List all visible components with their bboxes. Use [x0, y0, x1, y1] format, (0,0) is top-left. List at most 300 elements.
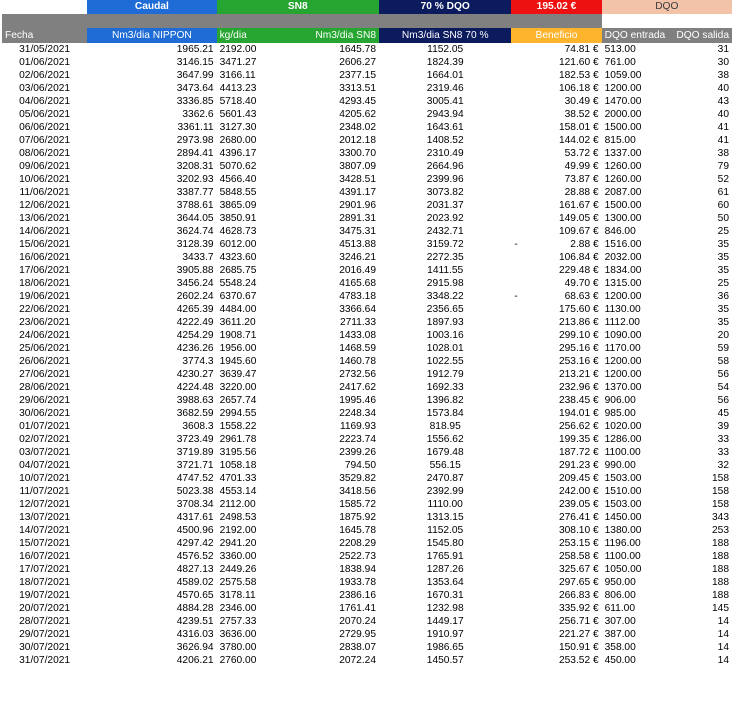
cell-dqo-salida: 14	[717, 616, 729, 627]
cell-beneficio	[511, 264, 601, 277]
cell-kg: 2346.00	[219, 603, 257, 614]
cell-dqo-salida: 158	[712, 499, 729, 510]
cell-dqo-salida: 38	[717, 70, 729, 81]
cell-nm3-sn8: 2208.29	[339, 538, 377, 549]
cell-dqo-salida: 35	[717, 304, 729, 315]
beneficio-value: 308.10 €	[558, 525, 599, 536]
table-row	[2, 95, 732, 108]
cell-dqo-salida: 158	[712, 486, 729, 497]
cell-beneficio	[511, 498, 601, 511]
spacer-header-row	[2, 14, 732, 28]
cell-fecha: 01/06/2021	[19, 57, 71, 68]
cell-fecha: 10/06/2021	[19, 174, 71, 185]
cell-beneficio	[511, 355, 601, 368]
cell-beneficio	[511, 290, 601, 303]
cell-nm3-sn8-70: 2356.65	[426, 304, 464, 315]
beneficio-value: 49.99 €	[564, 161, 599, 172]
cell-nippon: 3647.99	[176, 70, 214, 81]
cell-nm3-sn8-70: 1152.05	[427, 525, 464, 536]
cell-beneficio	[511, 407, 601, 420]
cell-beneficio	[511, 238, 601, 251]
beneficio-value: 253.16 €	[558, 356, 599, 367]
cell-beneficio	[511, 134, 601, 147]
cell-nm3-sn8-70: 1411.55	[427, 265, 464, 276]
cell-dqo-entrada: 1050.00	[604, 564, 642, 575]
cell-beneficio	[511, 212, 601, 225]
cell-beneficio	[511, 381, 601, 394]
cell-kg: 3636.00	[219, 629, 257, 640]
cell-nippon: 2894.41	[176, 148, 214, 159]
cell-nm3-sn8: 3366.64	[339, 304, 377, 315]
beneficio-value: 232.96 €	[558, 382, 599, 393]
beneficio-value: 121.60 €	[558, 57, 599, 68]
cell-nm3-sn8: 2072.24	[339, 655, 377, 666]
beneficio-value: 253.52 €	[558, 655, 599, 666]
cell-nm3-sn8: 3300.70	[339, 148, 377, 159]
cell-dqo-entrada: 815.00	[604, 135, 636, 146]
cell-nm3-sn8-70: 2399.96	[426, 174, 464, 185]
cell-beneficio	[511, 433, 601, 446]
cell-beneficio	[511, 225, 601, 238]
cell-beneficio	[511, 628, 601, 641]
cell-nippon: 3988.63	[176, 395, 214, 406]
cell-kg: 5718.40	[219, 96, 257, 107]
cell-kg: 2575.58	[219, 577, 257, 588]
table-row	[2, 420, 732, 433]
cell-nm3-sn8: 1645.78	[339, 525, 377, 536]
table-row	[2, 511, 732, 524]
beneficio-value: 291.23 €	[558, 460, 599, 471]
cell-nm3-sn8-70: 1545.80	[426, 538, 464, 549]
table-row	[2, 212, 732, 225]
beneficio-value: 187.72 €	[558, 447, 599, 458]
cell-dqo-salida: 188	[712, 590, 729, 601]
cell-nm3-sn8: 2711.33	[339, 317, 377, 328]
cell-nippon: 2973.98	[176, 135, 214, 146]
cell-dqo-entrada: 611.00	[604, 603, 636, 614]
cell-nm3-sn8: 2901.96	[339, 200, 377, 211]
cell-kg: 5070.62	[219, 161, 257, 172]
cell-dqo-salida: 39	[717, 421, 729, 432]
table-row	[2, 537, 732, 550]
beneficio-value: 239.05 €	[558, 499, 599, 510]
cell-nm3-sn8-70: 1287.26	[426, 564, 464, 575]
cell-nm3-sn8: 1933.78	[339, 577, 377, 588]
cell-kg: 2757.33	[219, 616, 257, 627]
cell-dqo-entrada: 387.00	[604, 629, 636, 640]
cell-dqo-salida: 50	[717, 213, 729, 224]
cell-dqo-salida: 38	[717, 148, 729, 159]
cell-fecha: 04/07/2021	[19, 460, 71, 471]
cell-nm3-sn8: 4513.88	[339, 239, 377, 250]
cell-dqo-salida: 60	[717, 200, 729, 211]
cell-fecha: 01/07/2021	[19, 421, 71, 432]
cell-dqo-salida: 188	[712, 564, 729, 575]
table-row	[2, 186, 732, 199]
cell-beneficio	[511, 602, 601, 615]
beneficio-value: 106.84 €	[558, 252, 599, 263]
cell-kg: 2657.74	[219, 395, 257, 406]
beneficio-value: 325.67 €	[558, 564, 599, 575]
beneficio-value: 238.45 €	[558, 395, 599, 406]
cell-nippon: 3708.34	[176, 499, 214, 510]
cell-nm3-sn8-70: 1670.31	[426, 590, 464, 601]
cell-nm3-sn8: 2386.16	[339, 590, 377, 601]
cell-fecha: 22/06/2021	[19, 304, 71, 315]
cell-dqo-entrada: 761.00	[604, 57, 636, 68]
cell-dqo-salida: 35	[717, 252, 729, 263]
cell-dqo-entrada: 1300.00	[604, 213, 642, 224]
cell-nippon: 4297.42	[176, 538, 214, 549]
table-row	[2, 316, 732, 329]
cell-dqo-salida: 45	[717, 408, 729, 419]
cell-dqo-salida: 43	[717, 96, 729, 107]
cell-nm3-sn8: 2248.34	[339, 408, 377, 419]
table-row	[2, 134, 732, 147]
cell-dqo-salida: 33	[717, 434, 729, 445]
cell-nm3-sn8-70: 1396.82	[426, 395, 464, 406]
table-row	[2, 628, 732, 641]
cell-dqo-salida: 41	[717, 122, 729, 133]
table-row	[2, 485, 732, 498]
beneficio-value: 229.48 €	[558, 265, 599, 276]
table-row	[2, 615, 732, 628]
beneficio-value: 299.10 €	[558, 330, 599, 341]
beneficio-value: 68.63 €	[564, 291, 599, 302]
cell-dqo-entrada: 1200.00	[604, 291, 642, 302]
table-row	[2, 394, 732, 407]
beneficio-value: 242.00 €	[558, 486, 599, 497]
cell-nippon: 4827.13	[176, 564, 214, 575]
cell-fecha: 04/06/2021	[19, 96, 71, 107]
cell-nm3-sn8-70: 1313.15	[426, 512, 464, 523]
cell-dqo-entrada: 1470.00	[604, 96, 642, 107]
cell-dqo-salida: 31	[717, 44, 729, 55]
cell-kg: 2680.00	[219, 135, 257, 146]
cell-nm3-sn8-70: 2470.87	[426, 473, 464, 484]
col-dqo-salida: DQO salida	[666, 28, 732, 43]
cell-nippon: 4222.49	[176, 317, 214, 328]
cell-nm3-sn8-70: 2310.49	[426, 148, 464, 159]
cell-nm3-sn8-70: 556.15	[429, 460, 461, 471]
beneficio-value: 266.83 €	[558, 590, 599, 601]
cell-fecha: 14/07/2021	[19, 525, 71, 536]
table-row	[2, 173, 732, 186]
cell-nippon: 3723.49	[176, 434, 214, 445]
cell-beneficio	[511, 56, 601, 69]
beneficio-value: 74.81 €	[564, 44, 599, 55]
beneficio-value: 295.16 €	[558, 343, 599, 354]
table-row	[2, 238, 732, 251]
table-row	[2, 407, 732, 420]
cell-dqo-salida: 188	[712, 577, 729, 588]
table-row	[2, 225, 732, 238]
col-nippon: Nm3/dia NIPPON	[87, 28, 216, 43]
cell-kg: 6370.67	[219, 291, 257, 302]
cell-nm3-sn8: 2838.07	[339, 642, 377, 653]
cell-nm3-sn8: 3529.82	[339, 473, 377, 484]
cell-nm3-sn8-70: 2432.71	[426, 226, 464, 237]
cell-dqo-entrada: 1500.00	[604, 200, 642, 211]
cell-fecha: 28/06/2021	[19, 382, 71, 393]
table-row	[2, 459, 732, 472]
cell-nm3-sn8-70: 1022.55	[426, 356, 464, 367]
cell-kg: 2760.00	[219, 655, 257, 666]
cell-nippon: 3624.74	[176, 226, 214, 237]
cell-nippon: 3208.31	[176, 161, 214, 172]
cell-kg: 3611.20	[219, 317, 256, 328]
cell-dqo-entrada: 1200.00	[604, 369, 642, 380]
cell-kg: 2192.00	[219, 44, 257, 55]
cell-nm3-sn8: 3313.51	[339, 83, 377, 94]
cell-beneficio	[511, 303, 601, 316]
cell-kg: 5548.24	[219, 278, 257, 289]
cell-nippon: 1965.21	[176, 44, 214, 55]
cell-fecha: 18/07/2021	[19, 577, 71, 588]
cell-nippon: 4206.21	[176, 655, 214, 666]
cell-fecha: 26/06/2021	[19, 356, 71, 367]
cell-dqo-entrada: 1200.00	[604, 356, 642, 367]
cell-dqo-salida: 188	[712, 538, 729, 549]
group-header-row	[2, 0, 732, 14]
cell-kg: 4701.33	[219, 473, 257, 484]
cell-nm3-sn8: 2012.18	[339, 135, 377, 146]
cell-dqo-salida: 35	[717, 239, 729, 250]
cell-dqo-salida: 35	[717, 265, 729, 276]
group-caudal: Caudal	[87, 0, 216, 14]
cell-nippon: 3788.61	[176, 200, 214, 211]
cell-dqo-entrada: 1380.00	[604, 525, 642, 536]
cell-nippon: 3361.11	[177, 122, 214, 133]
cell-kg: 5601.43	[219, 109, 257, 120]
col-dqo-entrada: DQO entrada	[602, 28, 666, 43]
cell-beneficio	[511, 446, 601, 459]
table-row	[2, 654, 732, 667]
cell-beneficio	[511, 615, 601, 628]
cell-dqo-entrada: 1286.00	[604, 434, 642, 445]
cell-dqo-salida: 59	[717, 343, 729, 354]
cell-fecha: 19/07/2021	[19, 590, 71, 601]
beneficio-value: 2.88 €	[570, 239, 599, 250]
group-dqo70: 70 % DQO	[379, 0, 511, 14]
cell-kg: 3780.00	[219, 642, 257, 653]
cell-dqo-entrada: 1337.00	[604, 148, 642, 159]
col-kg: kg/dia	[217, 28, 298, 43]
cell-nm3-sn8: 1875.92	[339, 512, 377, 523]
cell-dqo-entrada: 307.00	[604, 616, 636, 627]
cell-fecha: 23/06/2021	[19, 317, 71, 328]
table-row	[2, 589, 732, 602]
cell-dqo-entrada: 846.00	[604, 226, 636, 237]
cell-dqo-entrada: 1510.00	[604, 486, 642, 497]
cell-nm3-sn8-70: 1003.16	[426, 330, 464, 341]
cell-kg: 2112.00	[219, 499, 256, 510]
table-row	[2, 329, 732, 342]
cell-kg: 3360.00	[219, 551, 257, 562]
beneficio-value: 175.60 €	[558, 304, 599, 315]
cell-nm3-sn8-70: 1408.52	[426, 135, 464, 146]
cell-nm3-sn8: 3428.51	[339, 174, 377, 185]
cell-nm3-sn8: 1460.78	[339, 356, 377, 367]
cell-kg: 5848.55	[219, 187, 257, 198]
beneficio-value: 221.27 €	[558, 629, 599, 640]
table-row	[2, 446, 732, 459]
cell-nippon: 4589.02	[176, 577, 214, 588]
cell-nm3-sn8: 1468.59	[339, 343, 377, 354]
table-row	[2, 472, 732, 485]
beneficio-value: 49.70 €	[564, 278, 599, 289]
table-row	[2, 602, 732, 615]
cell-dqo-salida: 188	[712, 551, 729, 562]
cell-beneficio	[511, 511, 601, 524]
cell-fecha: 30/06/2021	[19, 408, 71, 419]
cell-nm3-sn8: 2606.27	[339, 57, 377, 68]
beneficio-value: 213.21 €	[558, 369, 599, 380]
cell-kg: 3166.11	[219, 70, 256, 81]
cell-nm3-sn8-70: 1986.65	[426, 642, 464, 653]
cell-dqo-salida: 52	[717, 174, 729, 185]
table-row	[2, 82, 732, 95]
cell-dqo-salida: 32	[717, 460, 729, 471]
cell-kg: 3850.91	[219, 213, 257, 224]
cell-dqo-entrada: 1450.00	[604, 512, 642, 523]
cell-nippon: 3456.24	[176, 278, 214, 289]
cell-fecha: 18/06/2021	[19, 278, 71, 289]
cell-dqo-salida: 35	[717, 317, 729, 328]
beneficio-value: 256.62 €	[558, 421, 599, 432]
beneficio-value: 28.88 €	[564, 187, 599, 198]
cell-beneficio	[511, 251, 601, 264]
table-row	[2, 342, 732, 355]
cell-nippon: 3128.39	[176, 239, 214, 250]
cell-nm3-sn8-70: 1353.64	[426, 577, 464, 588]
cell-fecha: 08/06/2021	[19, 148, 71, 159]
cell-beneficio	[511, 654, 601, 667]
cell-dqo-entrada: 1112.00	[604, 317, 640, 328]
cell-nippon: 4254.29	[176, 330, 214, 341]
beneficio-value: 335.92 €	[558, 603, 599, 614]
cell-beneficio	[511, 147, 601, 160]
table-row	[2, 381, 732, 394]
cell-nippon: 3336.85	[176, 96, 214, 107]
cell-dqo-salida: 58	[717, 356, 729, 367]
cell-nm3-sn8: 794.50	[344, 460, 377, 471]
cell-nippon: 4576.52	[176, 551, 214, 562]
cell-dqo-entrada: 1130.00	[604, 304, 641, 315]
cell-fecha: 10/07/2021	[19, 473, 71, 484]
benefit-total: 195.02 €	[511, 0, 601, 14]
cell-dqo-entrada: 1100.00	[604, 447, 641, 458]
col-beneficio: Beneficio	[511, 28, 601, 43]
cell-beneficio	[511, 43, 601, 56]
cell-nippon: 3146.15	[176, 57, 214, 68]
cell-fecha: 16/07/2021	[19, 551, 71, 562]
cell-kg: 3195.56	[219, 447, 257, 458]
cell-nippon: 4884.28	[176, 603, 214, 614]
cell-nm3-sn8-70: 1028.01	[426, 343, 464, 354]
beneficio-value: 30.49 €	[564, 96, 599, 107]
cell-dqo-entrada: 1020.00	[604, 421, 642, 432]
beneficio-value: 38.52 €	[564, 109, 599, 120]
cell-kg: 4413.23	[219, 83, 257, 94]
cell-beneficio	[511, 368, 601, 381]
cell-dqo-entrada: 1260.00	[604, 174, 642, 185]
cell-dqo-salida: 14	[717, 642, 729, 653]
cell-dqo-entrada: 985.00	[604, 408, 636, 419]
cell-kg: 2498.53	[219, 512, 257, 523]
cell-nm3-sn8: 2223.74	[339, 434, 377, 445]
beneficio-value: 158.01 €	[558, 122, 599, 133]
beneficio-value: 253.15 €	[558, 538, 599, 549]
beneficio-value: 161.67 €	[558, 200, 599, 211]
cell-dqo-salida: 253	[712, 525, 729, 536]
col-nm3-sn8: Nm3/dia SN8	[298, 28, 379, 43]
cell-nm3-sn8-70: 1152.05	[427, 44, 464, 55]
cell-fecha: 29/07/2021	[19, 629, 71, 640]
cell-fecha: 12/07/2021	[19, 499, 71, 510]
cell-nm3-sn8-70: 2023.92	[426, 213, 464, 224]
cell-nippon: 4236.26	[176, 343, 214, 354]
cell-fecha: 11/07/2021	[19, 486, 70, 497]
cell-dqo-entrada: 1503.00	[604, 473, 642, 484]
cell-nm3-sn8: 1761.41	[339, 603, 377, 614]
cell-kg: 1956.00	[219, 343, 257, 354]
cell-nippon: 3682.59	[176, 408, 214, 419]
cell-kg: 3178.11	[219, 590, 256, 601]
beneficio-value: 209.45 €	[558, 473, 599, 484]
cell-nippon: 2602.24	[176, 291, 214, 302]
cell-dqo-entrada: 1200.00	[604, 83, 642, 94]
beneficio-value: 106.18 €	[558, 83, 599, 94]
cell-fecha: 20/07/2021	[19, 603, 71, 614]
cell-kg: 3865.09	[219, 200, 257, 211]
table-row	[2, 550, 732, 563]
cell-beneficio	[511, 563, 601, 576]
cell-dqo-salida: 36	[717, 291, 729, 302]
cell-nm3-sn8: 1995.46	[339, 395, 377, 406]
cell-kg: 1945.60	[219, 356, 257, 367]
cell-dqo-entrada: 2087.00	[604, 187, 642, 198]
cell-fecha: 15/06/2021	[19, 239, 71, 250]
cell-nm3-sn8: 3246.21	[339, 252, 377, 263]
cell-kg: 3127.30	[219, 122, 257, 133]
cell-kg: 2994.55	[219, 408, 257, 419]
cell-nm3-sn8-70: 1910.97	[426, 629, 464, 640]
cell-nippon: 3644.05	[176, 213, 214, 224]
group-dqo: DQO	[602, 0, 732, 14]
cell-fecha: 29/06/2021	[19, 395, 71, 406]
cell-nippon: 4239.51	[176, 616, 214, 627]
cell-fecha: 15/07/2021	[19, 538, 71, 549]
cell-beneficio	[511, 69, 601, 82]
beneficio-value: 276.41 €	[558, 512, 599, 523]
cell-kg: 1058.18	[219, 460, 257, 471]
cell-dqo-salida: 30	[717, 57, 729, 68]
cell-nm3-sn8-70: 1692.33	[426, 382, 464, 393]
cell-kg: 4396.17	[219, 148, 257, 159]
cell-beneficio	[511, 589, 601, 602]
cell-nm3-sn8: 2070.24	[339, 616, 377, 627]
cell-beneficio	[511, 537, 601, 550]
cell-nm3-sn8: 2016.49	[339, 265, 377, 276]
beneficio-value: 194.01 €	[558, 408, 599, 419]
cell-nm3-sn8: 4783.18	[339, 291, 377, 302]
table-row	[2, 290, 732, 303]
cell-dqo-entrada: 1090.00	[604, 330, 642, 341]
cell-nippon: 3473.64	[176, 83, 214, 94]
cell-dqo-salida: 54	[717, 382, 729, 393]
table-row	[2, 264, 732, 277]
